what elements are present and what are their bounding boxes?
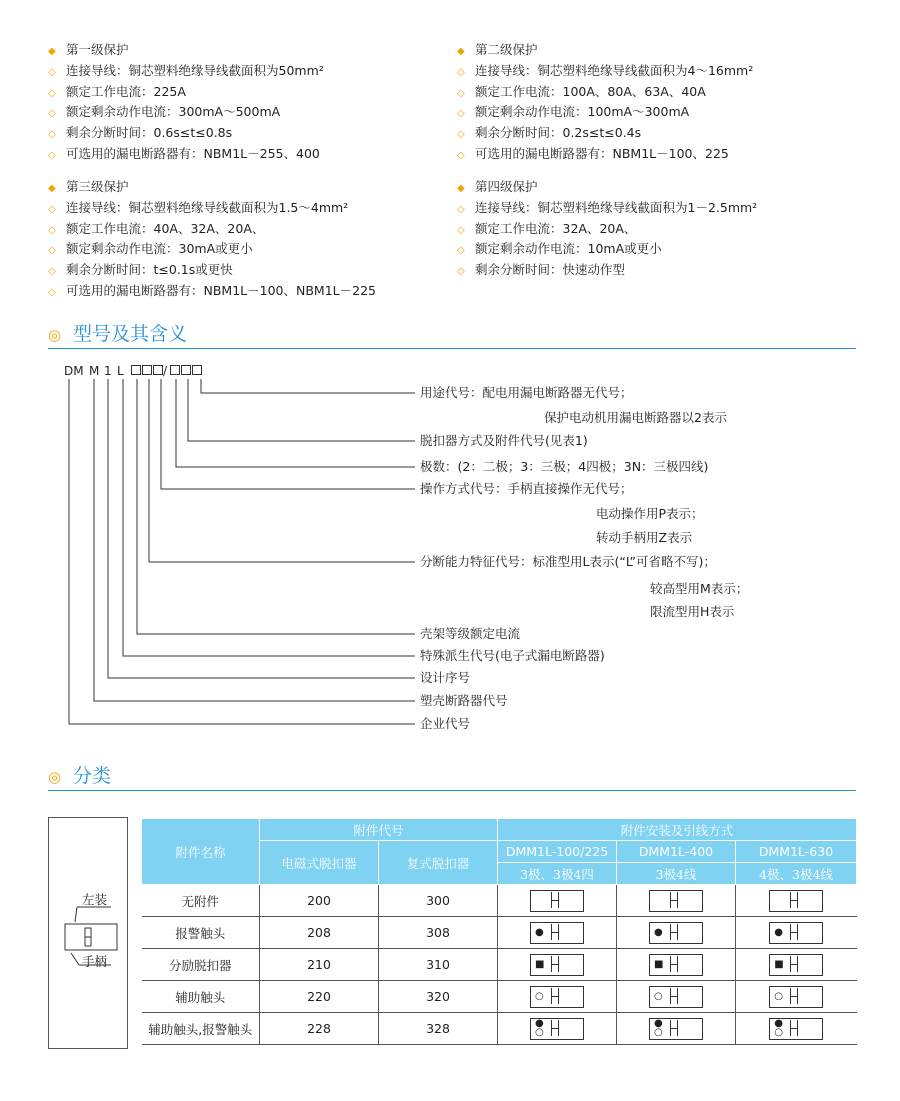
diamond-bullet-icon: ◆ — [48, 46, 56, 57]
handle-label: 手柄 — [82, 954, 108, 969]
shunt-trip-icon: ■ — [769, 954, 823, 976]
diamond-bullet-icon: ◆ — [457, 183, 465, 194]
header-compound: 复式脱扣器 — [379, 841, 498, 885]
left-mount-label: 左装 — [82, 892, 108, 907]
connector-frame — [137, 379, 415, 634]
cell-name: 辅助触头,报警触头 — [142, 1013, 260, 1045]
protection-level-4 — [457, 177, 857, 281]
aux-alarm-contact-icon: ● ○ — [649, 1018, 703, 1040]
cell-em-code: 228 — [260, 1013, 379, 1045]
cell-symbol — [498, 1013, 617, 1045]
diamond-outline-icon: ◇ — [48, 87, 56, 99]
diamond-outline-icon: ◇ — [457, 108, 465, 120]
protection-item: 额定工作电流：100A、80A、63A、40A — [475, 83, 706, 99]
protection-item: 连接导线：铜芯塑料绝缘导线截面积为4～16mm² — [475, 62, 754, 78]
cell-symbol — [498, 949, 617, 981]
cell-em-code: 208 — [260, 917, 379, 949]
diamond-outline-icon: ◇ — [457, 87, 465, 99]
cell-symbol — [736, 885, 857, 917]
label-usage: 用途代号：配电用漏电断路器无代号； — [420, 385, 633, 400]
mount-figure-frame — [48, 817, 128, 1049]
section-title: 型号及其含义 — [73, 323, 188, 345]
diamond-outline-icon: ◇ — [48, 66, 56, 78]
protection-title: 第三级保护 — [66, 179, 129, 194]
protection-item: 额定工作电流：40A、32A、20A、 — [66, 220, 265, 236]
connector-operation — [161, 379, 415, 489]
aux-alarm-contact-icon: ● ○ — [769, 1018, 823, 1040]
cell-em-code: 210 — [260, 949, 379, 981]
aux-alarm-contact-icon: ● ○ — [530, 1018, 584, 1040]
cell-symbol — [498, 917, 617, 949]
cell-em-code: 200 — [260, 885, 379, 917]
header-model: DMM1L-630 — [736, 841, 857, 863]
auxiliary-contact-icon: ○ — [769, 986, 823, 1008]
shunt-trip-icon: ■ — [530, 954, 584, 976]
label-derivation: 特殊派生代号(电子式漏电断路器) — [420, 648, 605, 663]
diamond-bullet-icon: ◆ — [457, 46, 465, 57]
connector-trip — [188, 379, 415, 441]
protection-title: 第四级保护 — [475, 179, 538, 194]
section-classification-heading — [48, 764, 856, 791]
label-breaking-2: 较高型用M表示； — [650, 581, 749, 596]
protection-item: 连接导线：铜芯塑料绝缘导线截面积为1.5～4mm² — [66, 199, 349, 215]
cell-symbol — [498, 981, 617, 1013]
protection-level-3 — [48, 177, 448, 302]
header-poles: 4极、3极4线 — [736, 863, 857, 885]
protection-item: 剩余分断时间：快速动作型 — [475, 262, 626, 278]
protection-item: 可选用的漏电断路器有：NBM1L－255、400 — [66, 145, 320, 161]
label-operation-3: 转动手柄用Z表示 — [596, 530, 693, 545]
diamond-outline-icon: ◇ — [457, 129, 465, 141]
cell-comp-code: 320 — [379, 981, 498, 1013]
section-title: 分类 — [73, 765, 112, 787]
label-mccb: 塑壳断路器代号 — [420, 693, 508, 708]
connector-usage — [201, 379, 415, 393]
connector-poles — [176, 379, 415, 467]
header-install-method: 附件安装及引线方式 — [498, 819, 857, 841]
label-operation-2: 电动操作用P表示； — [596, 506, 704, 521]
protection-item: 剩余分断时间：t≤0.1s或更快 — [66, 262, 233, 278]
auxiliary-contact-icon: ○ — [530, 986, 584, 1008]
auxiliary-contact-icon: ○ — [649, 986, 703, 1008]
cell-comp-code: 300 — [379, 885, 498, 917]
protection-item: 额定剩余动作电流：100mA～300mA — [475, 104, 690, 120]
table-row — [142, 917, 857, 949]
cell-symbol — [617, 917, 736, 949]
cell-symbol — [617, 1013, 736, 1045]
connector-breaking — [149, 379, 415, 562]
label-breaking: 分断能力特征代号：标准型用L表示(“L”可省略不写)； — [420, 554, 716, 569]
table-row — [142, 949, 857, 981]
model-part-l: L — [117, 364, 124, 378]
protection-item: 连接导线：铜芯塑料绝缘导线截面积为50mm² — [66, 62, 324, 78]
protection-level-2 — [457, 40, 857, 165]
bullseye-icon: ◎ — [48, 326, 62, 344]
diamond-outline-icon: ◇ — [48, 129, 56, 141]
cell-name: 分励脱扣器 — [142, 949, 260, 981]
table-row — [142, 885, 857, 917]
protection-item: 额定工作电流：32A、20A、 — [475, 220, 637, 236]
protection-item: 额定剩余动作电流：30mA或更小 — [66, 241, 253, 257]
protection-item: 可选用的漏电断路器有：NBM1L－100、NBM1L－225 — [66, 282, 376, 298]
table-header-row — [142, 819, 857, 841]
no-accessory-icon — [530, 890, 584, 912]
diamond-bullet-icon: ◆ — [48, 183, 56, 194]
connector-enterprise — [69, 379, 415, 724]
diamond-outline-icon: ◇ — [48, 149, 56, 161]
label-operation: 操作方式代号：手柄直接操作无代号； — [420, 481, 633, 496]
table-row — [142, 981, 857, 1013]
cell-name: 报警触头 — [142, 917, 260, 949]
cell-name: 辅助触头 — [142, 981, 260, 1013]
alarm-contact-icon: ● — [769, 922, 823, 944]
label-trip: 脱扣器方式及附件代号(见表1) — [420, 433, 588, 448]
cell-em-code: 220 — [260, 981, 379, 1013]
protection-title: 第一级保护 — [66, 42, 129, 57]
diamond-outline-icon: ◇ — [48, 108, 56, 120]
model-part-m: M — [89, 364, 100, 378]
connector-design — [108, 379, 415, 678]
model-slash: / — [163, 364, 168, 378]
diamond-outline-icon: ◇ — [457, 66, 465, 78]
diamond-outline-icon: ◇ — [457, 149, 465, 161]
alarm-contact-icon: ● — [649, 922, 703, 944]
label-breaking-3: 限流型用H表示 — [650, 604, 735, 619]
diamond-outline-icon: ◇ — [48, 266, 56, 278]
no-accessory-icon — [769, 890, 823, 912]
diamond-outline-icon: ◇ — [48, 286, 56, 298]
alarm-contact-icon: ● — [530, 922, 584, 944]
protection-item: 额定剩余动作电流：10mA或更小 — [475, 241, 662, 257]
protection-item: 剩余分断时间：0.2s≤t≤0.4s — [475, 125, 642, 141]
diamond-outline-icon: ◇ — [48, 224, 56, 236]
accessory-table — [141, 818, 857, 1045]
diamond-outline-icon: ◇ — [457, 245, 465, 257]
header-poles: 3极4线 — [617, 863, 736, 885]
diamond-outline-icon: ◇ — [48, 245, 56, 257]
protection-item: 连接导线：铜芯塑料绝缘导线截面积为1－2.5mm² — [475, 199, 758, 215]
protection-item: 额定工作电流：225A — [66, 83, 186, 99]
connector-mccb — [94, 379, 415, 701]
section-model-heading — [48, 322, 856, 349]
no-accessory-icon — [649, 890, 703, 912]
model-part-dm: DM — [64, 364, 84, 378]
label-poles: 极数：(2：二极；3：三极；4四极；3N：三极四线) — [420, 459, 709, 474]
cell-comp-code: 310 — [379, 949, 498, 981]
cell-symbol — [617, 981, 736, 1013]
diamond-outline-icon: ◇ — [457, 266, 465, 278]
protection-level-1 — [48, 40, 448, 165]
bullseye-icon: ◎ — [48, 768, 62, 786]
header-poles: 3极、3极4四 — [498, 863, 617, 885]
cell-comp-code: 328 — [379, 1013, 498, 1045]
diamond-outline-icon: ◇ — [48, 203, 56, 215]
cell-symbol — [617, 885, 736, 917]
cell-symbol — [736, 949, 857, 981]
protection-title: 第二级保护 — [475, 42, 538, 57]
model-part-1: 1 — [104, 364, 112, 378]
cell-comp-code: 308 — [379, 917, 498, 949]
cell-symbol — [736, 981, 857, 1013]
label-design: 设计序号 — [420, 670, 471, 685]
header-model: DMM1L-400 — [617, 841, 736, 863]
cell-symbol — [736, 917, 857, 949]
cell-symbol — [498, 885, 617, 917]
label-frame: 壳架等级额定电流 — [420, 626, 521, 641]
label-enterprise: 企业代号 — [420, 716, 471, 731]
header-accessory-code: 附件代号 — [260, 819, 498, 841]
header-accessory-name: 附件名称 — [142, 819, 260, 885]
protection-item: 剩余分断时间：0.6s≤t≤0.8s — [66, 125, 233, 141]
label-usage-2: 保护电动机用漏电断路器以2表示 — [544, 410, 727, 425]
diamond-outline-icon: ◇ — [457, 203, 465, 215]
shunt-trip-icon: ■ — [649, 954, 703, 976]
header-model: DMM1L-100/225 — [498, 841, 617, 863]
protection-item: 额定剩余动作电流：300mA～500mA — [66, 104, 281, 120]
diamond-outline-icon: ◇ — [457, 224, 465, 236]
cell-name: 无附件 — [142, 885, 260, 917]
connector-derivation — [123, 379, 415, 656]
header-electromagnetic: 电磁式脱扣器 — [260, 841, 379, 885]
protection-item: 可选用的漏电断路器有：NBM1L－100、225 — [475, 145, 729, 161]
table-row — [142, 1013, 857, 1045]
cell-symbol — [736, 1013, 857, 1045]
cell-symbol — [617, 949, 736, 981]
breaker-handle-icon — [49, 818, 127, 1048]
